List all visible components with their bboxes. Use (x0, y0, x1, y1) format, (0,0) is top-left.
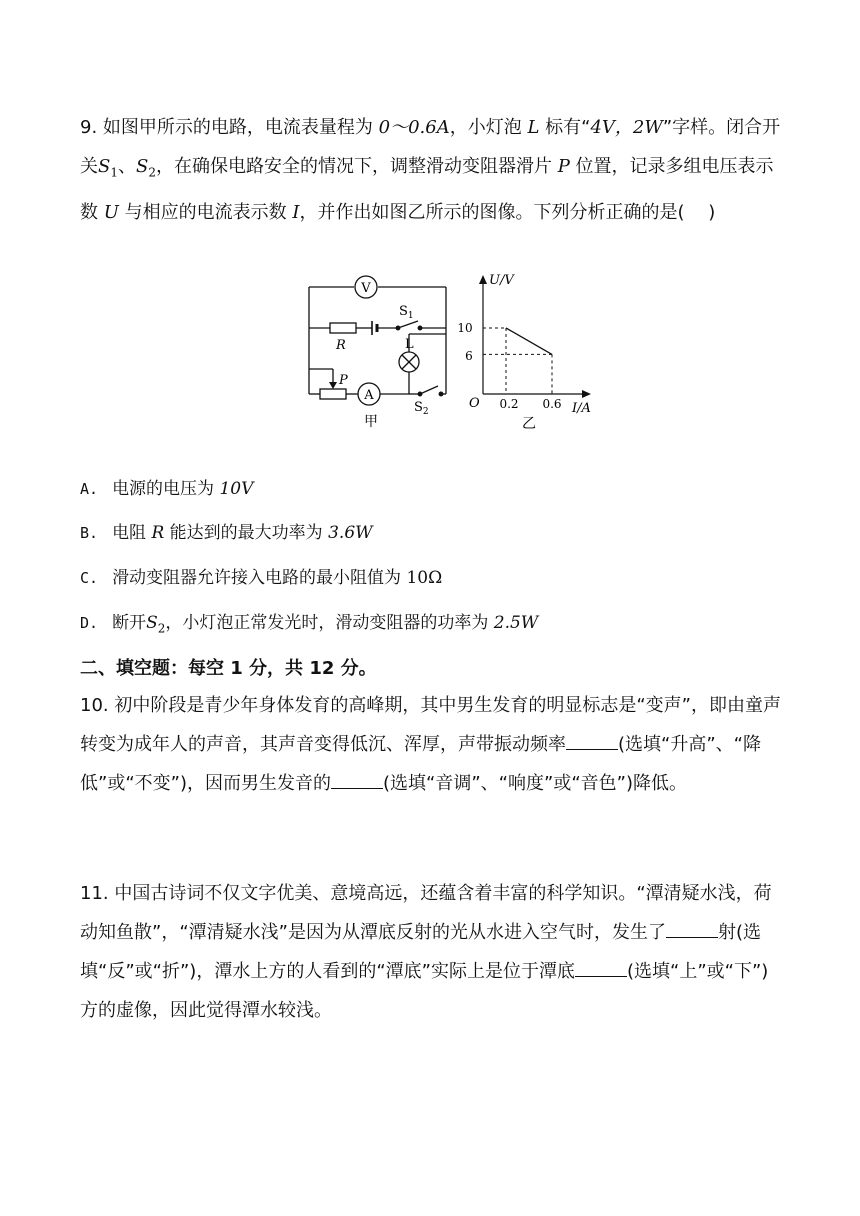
current-symbol: I (292, 201, 300, 223)
switch-s1-blade (398, 321, 418, 328)
graph-caption: 乙 (522, 416, 536, 432)
question-9-figure (300, 268, 610, 434)
switch-s1-label: $S_1$ (399, 304, 414, 321)
resistor-r (330, 323, 356, 333)
y-tick-6: 6 (465, 349, 473, 363)
origin-label: O (469, 396, 480, 411)
switch-s2-label: $S_2$ (414, 400, 429, 417)
q9-text: 9. 如图甲所示的电路，电流表量程为 (80, 117, 379, 138)
ammeter (358, 383, 380, 405)
lamp-rating: 4V，2W (590, 117, 663, 138)
u-i-graph (457, 273, 591, 432)
svg-text:A: A (364, 388, 374, 403)
voltmeter (355, 276, 377, 298)
question-10: 10. 初中阶段是青少年身体发育的高峰期，其中男生发育的明显标志是“变声”，即由童声转变为成年人的声音，其声音变得低沉、浑厚，声带振动频率 (选填“升高”、“降低”或“不变”)，因而男生发音的 (选填“音调”、“响度”或“音色”)降低。 (80, 695, 781, 794)
u-i-series-line (506, 328, 552, 354)
answer-blank[interactable] (575, 960, 627, 977)
lamp-label: L (405, 337, 414, 352)
question-11: 11. 中国古诗词不仅文字优美、意境高远，还蕴含着丰富的科学知识。“潭清疑水浅，荷动知鱼散”，“潭清疑水浅”是因为从潭底反射的光从水进入空气时，发生了 射(选填“反”或“折”)，潭水上方的人看到的“潭底”实际上是位于潭底 (选填“上”或“下”)方的虚像，因此觉得潭水较浅。 (80, 883, 772, 1021)
slider-label: P (339, 373, 348, 388)
x-axis-label: I/A (572, 401, 591, 416)
option-c: C. 滑动变阻器允许接入电路的最小阻值为 10Ω (80, 568, 443, 588)
x-tick-0.2: 0.2 (499, 397, 519, 411)
ammeter-range: 0～0.6A (378, 117, 450, 138)
rheostat (320, 389, 346, 399)
circuit-diagram (309, 287, 446, 399)
question-9: 9. 如图甲所示的电路，电流表量程为 0～0.6A，小灯泡 L 标有“4V，2W”字样。闭合开关$S_1$、$S_2$，在确保电路安全的情况下，调整滑动变阻器滑片 P 位置，记录多组电压表示数 U 与相应的电流表示数 I，并作出如图乙所示的图像。下列分析正确的是( ) (80, 117, 781, 223)
lamp-symbol: L (527, 117, 540, 138)
slider-arrow-icon (329, 382, 337, 389)
x-axis-arrow-icon (582, 390, 591, 398)
answer-blank[interactable] (666, 921, 718, 938)
section-heading: 二、填空题：每空 1 分，共 12 分。 (80, 658, 377, 679)
y-axis-label: U/V (489, 273, 514, 288)
switch-s2-blade (420, 386, 438, 394)
answer-blank[interactable] (566, 733, 618, 750)
answer-blank[interactable] (331, 772, 383, 789)
option-b: B. 电阻 R 能达到的最大功率为 3.6W (80, 523, 373, 543)
x-tick-0.6: 0.6 (542, 397, 562, 411)
switch-s1-symbol: S (98, 156, 111, 177)
y-axis-arrow-icon (479, 275, 487, 284)
option-a: A. 电源的电压为 10V (80, 479, 254, 499)
svg-text:V: V (361, 281, 371, 296)
option-d: D. 断开$S_2$，小灯泡正常发光时，滑动变阻器的功率为 2.5W (80, 613, 539, 636)
voltage-symbol: U (103, 201, 119, 223)
lamp-icon (399, 352, 419, 372)
y-tick-10: 10 (457, 321, 473, 335)
circuit-caption: 甲 (364, 414, 378, 430)
slider-symbol: P (557, 156, 570, 177)
switch-s2-symbol: S (135, 156, 149, 177)
resistor-label: R (336, 338, 346, 353)
